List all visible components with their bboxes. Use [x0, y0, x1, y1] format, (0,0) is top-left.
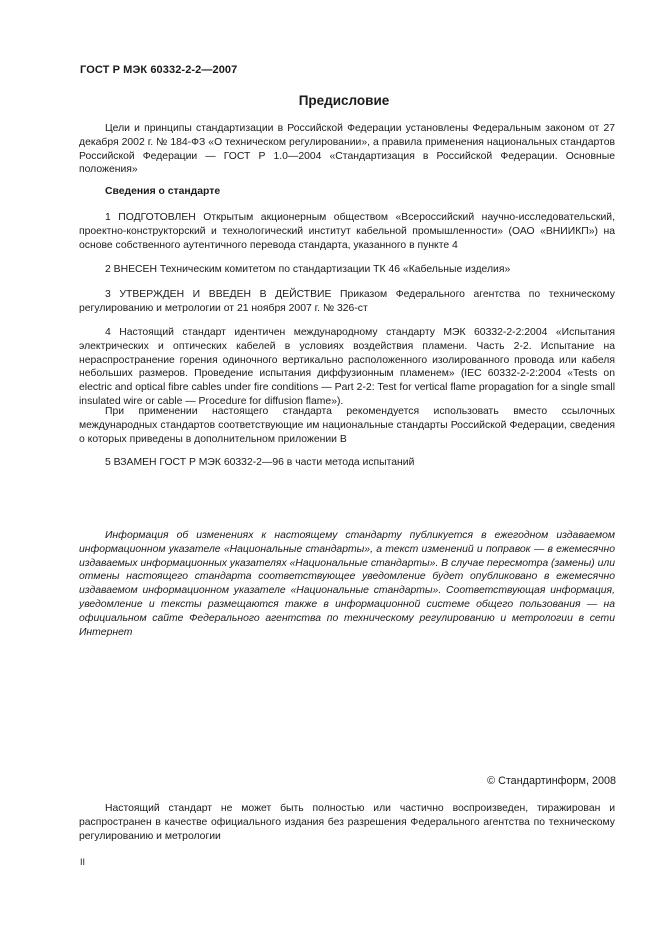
reproduction-notice: Настоящий стандарт не может быть полностью или частично воспроизведен, тиражирован и распространен в качестве официального издания без разрешения Федерального агентства по техническому регулированию и метрологии: [79, 803, 615, 842]
item-5-replaces: 5 ВЗАМЕН ГОСТ Р МЭК 60332-2—96 в части метода испытаний: [105, 457, 415, 468]
item-4-application-note: При применении настоящего стандарта рекомендуется использовать вместо ссылочных международных стандартов соответствующие им национальные стандарты Российской Федерации, сведения о которых приведены в дополнительном приложении В: [79, 406, 615, 445]
standard-info-heading: Сведения о стандарте: [105, 186, 221, 197]
item-3-approved: 3 УТВЕРЖДЕН И ВВЕДЕН В ДЕЙСТВИЕ Приказом Федерального агентства по техническому регулированию и метрологии от 21 ноября 2007 г. № 326-ст: [79, 289, 615, 314]
document-code-header: ГОСТ Р МЭК 60332-2-2—2007: [80, 64, 238, 76]
changes-notice: Информация об изменениях к настоящему стандарту публикуется в ежегодном издаваемом информационном указателе «Национальные стандарты», а текст изменений и поправок — в ежемесячно издаваемых информационных указателях «Национальные стандарты». В случае пересмотра (замены) или отмены настоящего стандарта соответствующее уведомление будет опубликовано в ежемесячно издаваемом информационном указателе «Национальные стандарты». Соответствующая информация, уведомление и тексты размещаются также в информационной системе общего пользования — на официальном сайте Федерального агентства по техническому регулированию и метрологии в сети Интернет: [79, 530, 615, 638]
copyright-line: © Стандартинформ, 2008: [487, 775, 616, 787]
page-title: Предисловие: [298, 93, 390, 108]
intro-paragraph: Цели и принципы стандартизации в Российской Федерации установлены Федеральным законом от 27 декабря 2002 г. № 184-ФЗ «О техническом регулировании», а правила применения национальных стандартов Российской Федерации — ГОСТ Р 1.0—2004 «Стандартизация в Российской Федерации. Основные положения»: [79, 123, 615, 176]
item-2-submitted: 2 ВНЕСЕН Техническим комитетом по стандартизации ТК 46 «Кабельные изделия»: [105, 264, 511, 275]
item-1-prepared: 1 ПОДГОТОВЛЕН Открытым акционерным обществом «Всероссийский научно-исследовательский, проектно-конструкторский и технологический институт кабельной промышленности» (ОАО «ВНИИКП») на основе собственного аутентичного перевода стандарта, указанного в пункте 4: [79, 212, 615, 251]
page-number: II: [80, 857, 86, 867]
item-4-identical: 4 Настоящий стандарт идентичен международному стандарту МЭК 60332-2-2:2004 «Испытания электрических и оптических кабелей в условиях воздействия пламени. Часть 2-2. Испытание на нераспространение горения одиночного вертикально расположенного изолированного провода или кабеля небольших размеров. Проведение испытания диффузионным пламенем» (IEC 60332-2-2:2004 «Tests on electric and optical fibre cables under fire conditions — Part 2-2: Test for vertical flame propagation for a single small insulated wire or cable — Procedure for diffusion flame»).: [79, 327, 615, 407]
